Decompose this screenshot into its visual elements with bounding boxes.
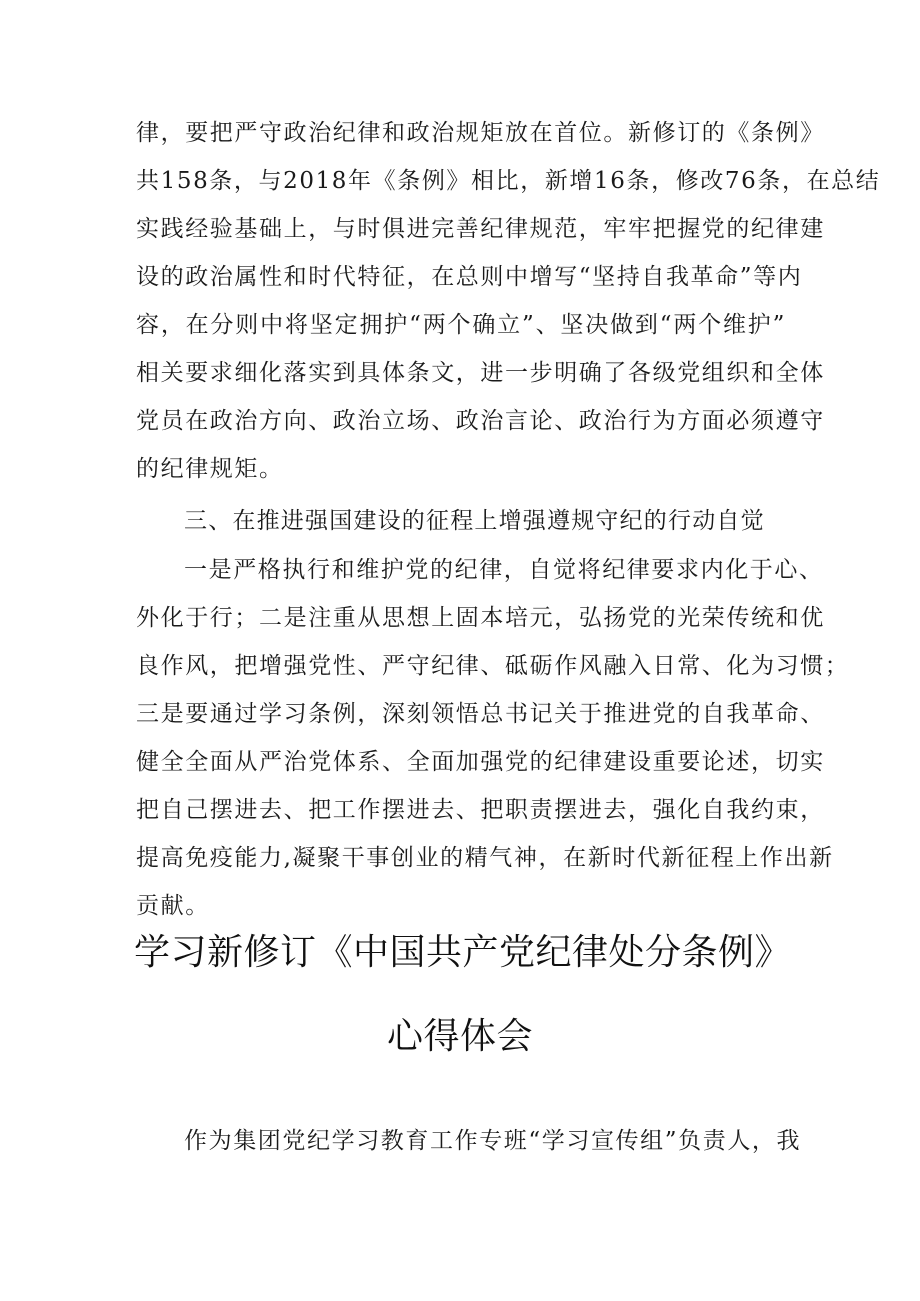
- paragraph-line: 良作风，把增强党性、严守纪律、砥砺作风融入日常、化为习惯；: [136, 653, 850, 679]
- article-title-line-2: 心得体会: [386, 1016, 533, 1057]
- paragraph-line: 律，要把严守政治纪律和政治规矩放在首位。新修订的《条例》: [136, 120, 825, 146]
- section-heading: 三、在推进强国建设的征程上增强遵规守纪的行动自觉: [184, 508, 765, 534]
- article-title-line-1: 学习新修订《中国共产党纪律处分条例》: [134, 932, 792, 973]
- paragraph-line: 相关要求细化落实到具体条文，进一步明确了各级党组织和全体: [136, 360, 825, 386]
- paragraph-line: 共158条，与2018年《条例》相比，新增16条，修改76条，在总结: [136, 168, 881, 194]
- paragraph-line: 实践经验基础上，与时俱进完善纪律规范，牢牢把握党的纪律建: [136, 216, 825, 242]
- paragraph-line: 健全全面从严治党体系、全面加强党的纪律建设重要论述，切实: [136, 749, 825, 775]
- paragraph-line: 一是严格执行和维护党的纪律，自觉将纪律要求内化于心、: [184, 557, 824, 583]
- paragraph-line: 外化于行；二是注重从思想上固本培元，弘扬党的光荣传统和优: [136, 605, 825, 631]
- article-first-line: 作为集团党纪学习教育工作专班“学习宣传组”负责人，我: [184, 1128, 802, 1154]
- paragraph-line: 的纪律规矩。: [136, 456, 284, 482]
- paragraph-line: 把自己摆进去、把工作摆进去、把职责摆进去，强化自我约束，: [136, 797, 825, 823]
- paragraph-line: 三是要通过学习条例，深刻领悟总书记关于推进党的自我革命、: [136, 701, 825, 727]
- paragraph-line: 贡献。: [136, 893, 210, 919]
- paragraph-line: 党员在政治方向、政治立场、政治言论、政治行为方面必须遵守: [136, 408, 825, 434]
- paragraph-line: 设的政治属性和时代特征，在总则中增写“坚持自我革命”等内: [136, 264, 803, 290]
- paragraph-line: 容，在分则中将坚定拥护“两个确立”、坚决做到“两个维护”: [136, 312, 786, 338]
- paragraph-line: 提高免疫能力,凝聚干事创业的精气神，在新时代新征程上作出新: [136, 845, 834, 871]
